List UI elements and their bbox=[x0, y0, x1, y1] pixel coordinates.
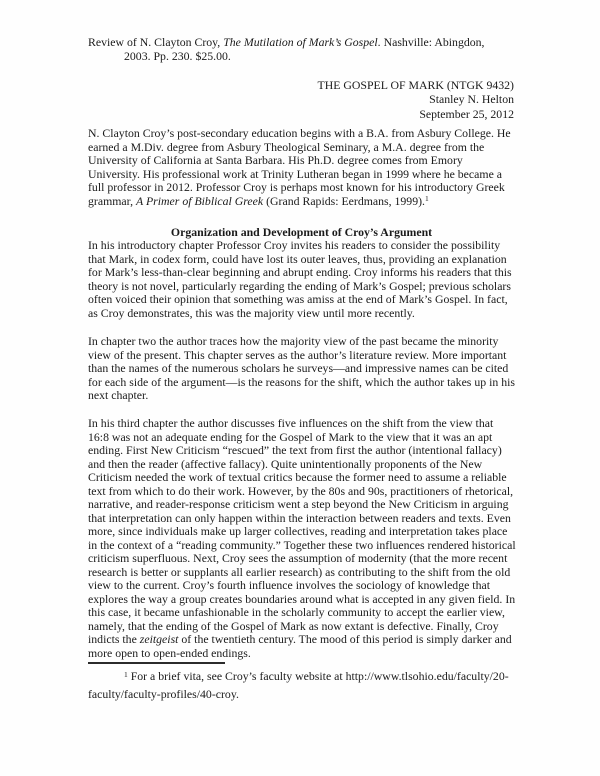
body-paragraph-2: In chapter two the author traces how the majority view of the past became the minority view of the present. This chapter serves as the author’s literature review. More important than the names of the numerous scholars he surveys—and impressive names can be cited for each side of the argument—is the reasons for the shift, which the author takes up in his next chapter. bbox=[88, 334, 515, 402]
course-title: THE GOSPEL OF MARK (NTGK 9432) bbox=[317, 78, 514, 92]
byline-block bbox=[88, 78, 514, 121]
section-heading: Organization and Development of Croy’s Argument bbox=[170, 225, 433, 239]
footnote-separator-rule bbox=[88, 662, 225, 664]
citation-block: Review of N. Clayton Croy, The Mutilation of Mark’s Gospel. Nashville: Abingdon, 2003. Pp. 230. $25.00. bbox=[88, 35, 485, 63]
byline-author: Stanley N. Helton bbox=[429, 92, 514, 107]
byline-date: September 25, 2012 bbox=[419, 106, 514, 121]
body-paragraph-3: In his third chapter the author discusses five influences on the shift from the view that 16:8 was not an adequate ending for the Gospel of Mark to the view that it was an apt ending. First New Criticism “rescued” the text from first the author (intentional fallacy) and then the reader (affective fallacy). Quite unintentionally proponents of the New Criticism needed the work of textual critics because the former need to assume a reliable text from which to do their work. However, by the 80s and 90s, practitioners of rhetorical, narrative, and reader-response criticism went a step beyond the New Criticism in arguing that interpretation can only happen within the interaction between readers and texts. Even more, since individuals make up larger collectives, reading and interpretation takes place in the context of a “reading community.” Together these two influences rendered historical criticism superfluous. Next, Croy sees the assumption of modernity (that the more recent research is better or supplants all earlier research) as contributing to the shift from the old view to the current. Croy’s fourth influence involves the sociology of knowledge that explores the way a group creates boundaries around what is accepted in any given field. In this case, it became unfashionable in the scholarly community to accept the earlier view, namely, that the ending of the Gospel of Mark as now extant is defective. Finally, Croy indicts the zeitgeist of the twentieth century. The mood of this period is simply darker and more open to open-ended endings. bbox=[88, 416, 516, 660]
intro-paragraph: N. Clayton Croy’s post-secondary education begins with a B.A. from Asbury College. He earned a M.Div. degree from Asbury Theological Seminary, a M.A. degree from the University of California at Santa Barbara. His Ph.D. degree comes from Emory University. His professional work at Trinity Lutheran began in 1999 where he became a full professor in 2012. Professor Croy is perhaps most known for his introductory Greek grammar, A Primer of Biblical Greek (Grand Rapids: Eerdmans, 1999).$^1$ bbox=[88, 126, 511, 208]
footnote: $^1$ For a brief vita, see Croy’s faculty website at http://www.tlsohio.edu/faculty/20- faculty/faculty-profiles/40-croy. bbox=[88, 669, 509, 701]
body-paragraph-1: In his introductory chapter Professor Croy invites his readers to consider the possibility that Mark, in codex form, could have lost its outer leaves, thus, providing an explanation for Mark’s less-than-clear beginning and abrupt ending. Croy informs his readers that this theory is not novel, particularly regarding the ending of Mark’s Gospel; previous scholars often voiced their opinion that something was amiss at the end of Mark’s Gospel. In fact, as Croy demonstrates, this was the majority view until more recently. bbox=[88, 238, 512, 320]
